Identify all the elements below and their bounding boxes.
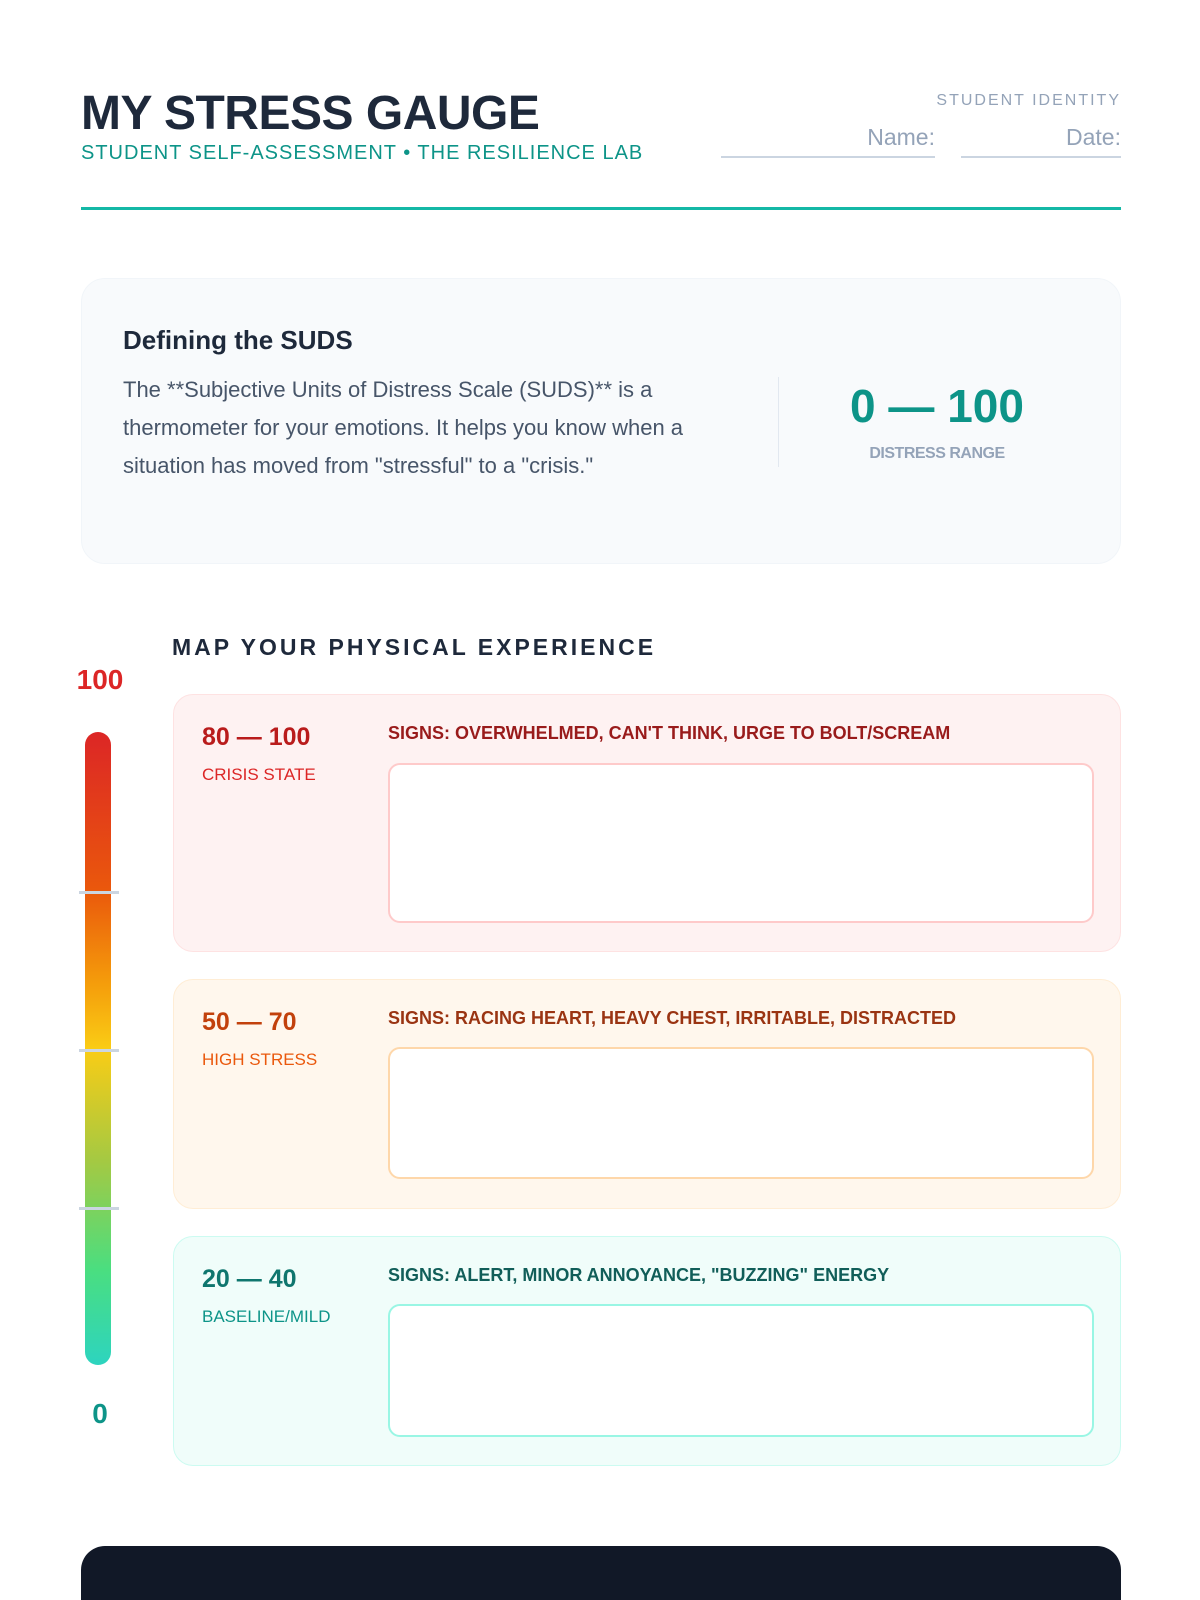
zone-crisis-state — [173, 694, 1121, 952]
distress-range-label: DISTRESS RANGE — [869, 445, 1005, 462]
baseline-response-box[interactable] — [388, 1304, 1094, 1437]
zone-name: HIGH STRESS — [202, 1050, 318, 1069]
high-stress-response-box[interactable] — [388, 1047, 1094, 1179]
student-identity-label: STUDENT IDENTITY — [936, 92, 1121, 109]
zone-signs: SIGNS: RACING HEART, HEAVY CHEST, IRRITABLE, DISTRACTED — [388, 1008, 957, 1028]
footer-panel — [81, 1546, 1121, 1600]
suds-definition-card — [81, 278, 1121, 564]
thermometer-bottom-label: 0 — [92, 1398, 108, 1429]
distress-range-value: 0 — 100 — [850, 380, 1024, 432]
crisis-response-box[interactable] — [388, 763, 1094, 923]
suds-description: The **Subjective Units of Distress Scale (SUDS)** is a thermometer for your emotions. It helps you know when a situation has moved from "stressful" to a "crisis." — [123, 377, 684, 478]
page-subtitle: STUDENT SELF-ASSESSMENT • THE RESILIENCE LAB — [81, 142, 644, 164]
zone-range: 80 — 100 — [202, 723, 311, 751]
suds-title: Defining the SUDS — [123, 325, 353, 355]
thermometer-tick — [79, 891, 119, 894]
thermometer-tick — [79, 1049, 119, 1052]
zone-signs: SIGNS: ALERT, MINOR ANNOYANCE, "BUZZING" ENERGY — [388, 1265, 890, 1285]
thermometer-tick — [79, 1207, 119, 1210]
page-header — [81, 80, 1121, 210]
date-field[interactable]: Date: — [961, 116, 1121, 158]
name-field[interactable]: Name: — [721, 116, 935, 158]
zone-range: 50 — 70 — [202, 1008, 297, 1036]
section-title: MAP YOUR PHYSICAL EXPERIENCE — [172, 634, 657, 660]
zone-name: BASELINE/MILD — [202, 1307, 331, 1326]
zone-signs: SIGNS: OVERWHELMED, CAN'T THINK, URGE TO BOLT/SCREAM — [388, 723, 951, 743]
zone-baseline-mild — [173, 1236, 1121, 1466]
thermometer-top-label: 100 — [76, 664, 124, 695]
zone-high-stress — [173, 979, 1121, 1209]
zone-range: 20 — 40 — [202, 1265, 297, 1293]
suds-divider — [778, 377, 779, 467]
zone-name: CRISIS STATE — [202, 765, 316, 784]
page-title: MY STRESS GAUGE — [81, 87, 540, 140]
